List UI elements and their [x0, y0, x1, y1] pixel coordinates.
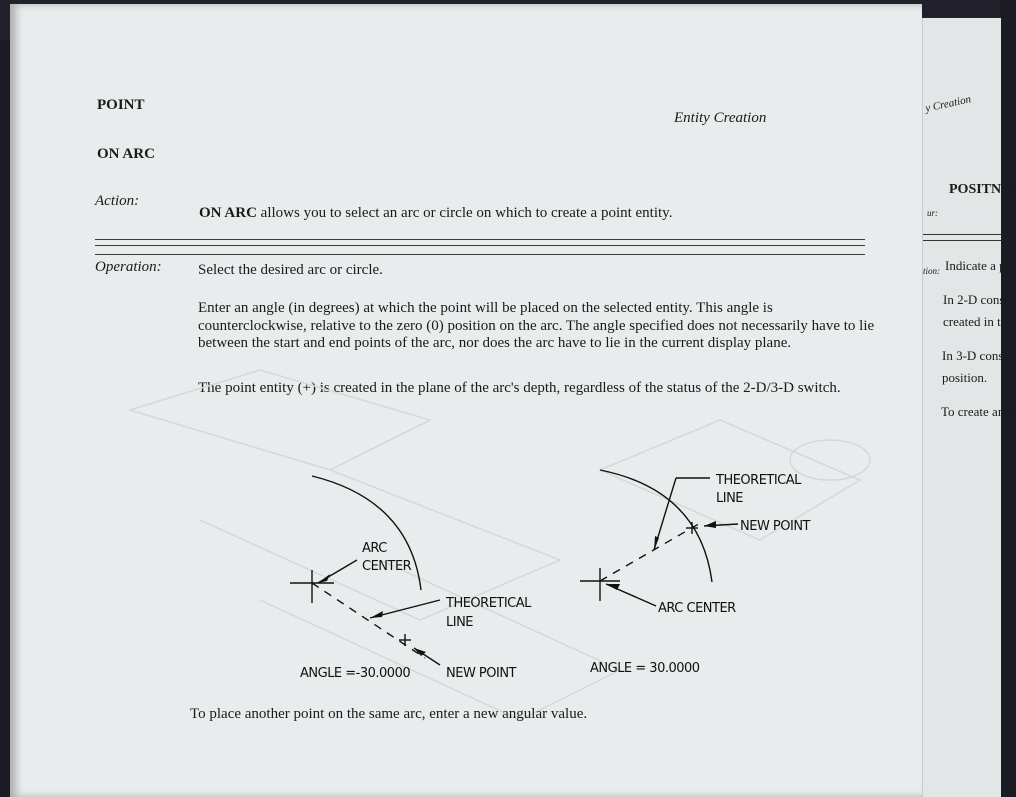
- theoretical-line: [600, 522, 702, 581]
- facing-running-head: y Creation: [924, 93, 973, 115]
- section-subtitle: ON ARC: [97, 146, 155, 162]
- action-label: Action:: [95, 193, 140, 209]
- arrowhead: [370, 611, 383, 618]
- label-new-point: NEW POINT: [740, 519, 810, 534]
- facing-margin-label: tion:: [923, 266, 940, 276]
- facing-line: To create anot: [941, 404, 1015, 419]
- label-theoretical-2: LINE: [716, 491, 744, 506]
- label-new-point: NEW POINT: [446, 666, 516, 681]
- action-body: allows you to select an arc or circle on which to create a point entity.: [256, 205, 673, 221]
- label-arc-center-2: CENTER: [362, 559, 412, 574]
- running-head: Entity Creation: [674, 110, 767, 126]
- label-angle-value: ANGLE =-30.0000: [300, 666, 411, 681]
- facing-rule: [923, 240, 1001, 241]
- operation-label: Operation:: [95, 259, 162, 275]
- facing-line: In 3-D constr: [942, 348, 1012, 363]
- arrowhead: [704, 521, 716, 528]
- label-theoretical-1: THEORETICAL: [446, 596, 531, 611]
- label-angle-value: ANGLE = 30.0000: [590, 661, 700, 676]
- operation-paragraph: Select the desired arc or circle.: [198, 262, 383, 278]
- facing-heading: POSITN al: [949, 182, 1016, 197]
- facing-line: In 2-D const: [943, 292, 1008, 307]
- action-command: ON ARC: [199, 205, 257, 221]
- operation-paragraph: Enter an angle (in degrees) at which the point will be placed on the selected entity. This angle is counterclockwise, relative to the zero (0) position on the arc. The angle specified does not necessarily have to lie between the start and end points of the arc, nor does the arc have to lie in the current display plane.: [198, 300, 875, 351]
- theoretical-line: [312, 583, 425, 658]
- facing-line: Indicate a po: [945, 258, 1013, 273]
- facing-line: created in the: [943, 314, 1014, 329]
- facing-line: position.: [942, 370, 988, 385]
- facing-page: [922, 18, 1016, 797]
- facing-side-label: ur:: [927, 208, 938, 218]
- label-arc-center: ARC CENTER: [658, 601, 736, 616]
- label-theoretical-1: THEORETICAL: [716, 473, 801, 488]
- section-title: POINT: [97, 97, 145, 113]
- closing-instruction: To place another point on the same arc, enter a new angular value.: [190, 706, 588, 722]
- label-arc-center-1: ARC: [362, 541, 387, 556]
- operation-paragraph: The point entity (+) is created in the plane of the arc's depth, regardless of the status of the 2-D/3-D switch.: [198, 380, 841, 396]
- facing-rule: [923, 234, 1001, 235]
- label-theoretical-2: LINE: [446, 615, 474, 630]
